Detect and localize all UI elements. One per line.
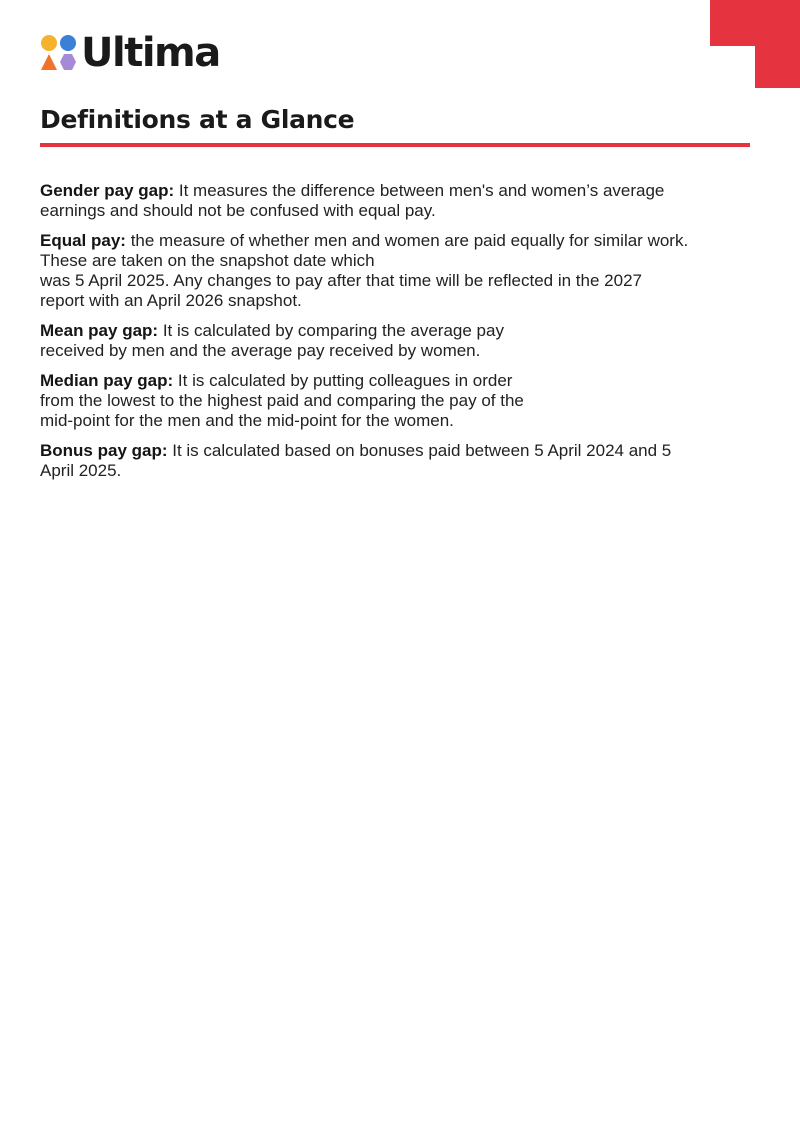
- definition-median-pay-gap: [40, 371, 760, 431]
- definition-line: from the lowest to the highest paid and comparing the pay of the: [40, 391, 524, 410]
- logo-wordmark: Ultima: [81, 30, 220, 76]
- definition-line: the measure of whether men and women are paid equally for similar work.: [125, 231, 689, 250]
- definition-line: report with an April 2026 snapshot.: [40, 291, 302, 310]
- definition-line: received by men and the average pay received by women.: [40, 341, 481, 360]
- page-title: Definitions at a Glance: [40, 105, 355, 134]
- definition-line: It measures the difference between men's and women’s average: [174, 181, 665, 200]
- title-divider: [40, 143, 750, 147]
- ultima-logo: [40, 30, 220, 76]
- definition-term: Mean pay gap:: [40, 321, 159, 340]
- definition-line: It is calculated by comparing the average pay: [158, 321, 504, 340]
- definition-term: Equal pay:: [40, 231, 126, 250]
- definition-bonus-pay-gap: [40, 441, 760, 481]
- definition-line: It is calculated based on bonuses paid between 5 April 2024 and 5: [167, 441, 672, 460]
- definition-term: Bonus pay gap:: [40, 441, 168, 460]
- definition-mean-pay-gap: [40, 321, 760, 361]
- definition-line: April 2025.: [40, 461, 122, 480]
- definition-line: earnings and should not be confused with equal pay.: [40, 201, 436, 220]
- corner-decoration: [710, 0, 800, 88]
- definition-term: Gender pay gap:: [40, 181, 175, 200]
- definitions-list: [40, 181, 760, 491]
- definition-line: mid-point for the men and the mid-point for the women.: [40, 411, 454, 430]
- definition-line: It is calculated by putting colleagues in order: [173, 371, 513, 390]
- definition-line: These are taken on the snapshot date which: [40, 251, 375, 270]
- definition-term: Median pay gap:: [40, 371, 174, 390]
- definition-line: was 5 April 2025. Any changes to pay after that time will be reflected in the 2027: [40, 271, 642, 290]
- definition-gender-pay-gap: [40, 181, 760, 221]
- logo-mark-icon: [40, 34, 78, 72]
- definition-equal-pay: [40, 231, 760, 311]
